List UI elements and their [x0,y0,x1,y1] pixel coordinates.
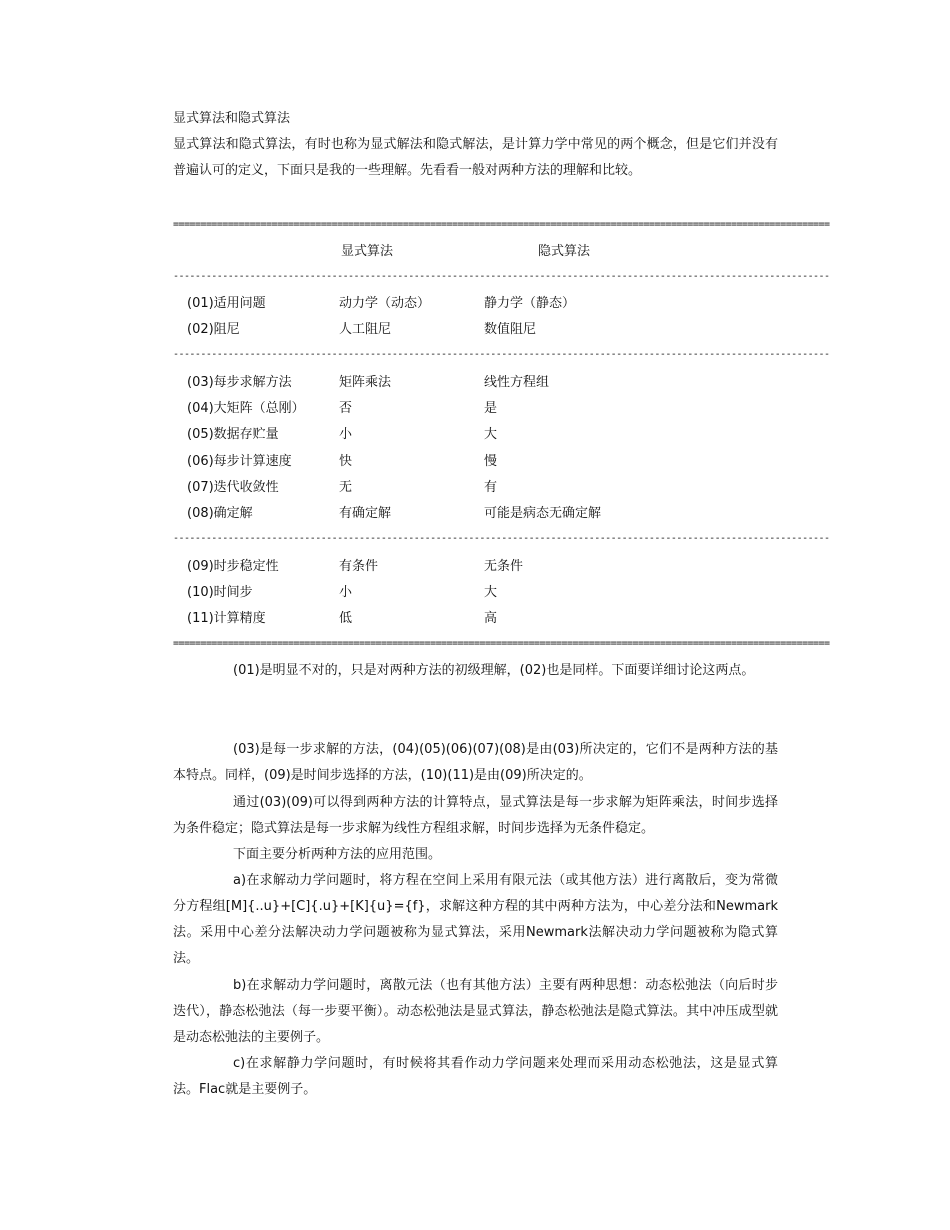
row-implicit: 慢 [484,454,498,469]
table-header-explicit: 显式算法 [341,244,394,259]
row-explicit: 有条件 [339,559,379,574]
table-rule-header: ------------------------------------------------------------------------------------------------------------------------ [173,271,830,282]
body-paragraph: (01)是明显不对的，只是对两种方法的初级理解，(02)也是同样。下面要详细讨论这两点。 [233,663,755,678]
row-explicit: 快 [339,454,353,469]
row-implicit: 静力学（静态） [484,296,576,311]
row-label: (05)数据存贮量 [187,427,279,442]
row-label: (01)适用问题 [187,296,266,311]
intro-paragraph: 显式算法和隐式算法，有时也称为显式解法和隐式解法，是计算力学中常见的两个概念，但是它们并没有普遍认可的定义，下面只是我的一些理解。先看看一般对两种方法的理解和比较。 [173,137,778,178]
body-paragraph: (03)是每一步求解的方法，(04)(05)(06)(07)(08)是由(03)所决定的，它们不是两种方法的基本特点。同样，(09)是时间步选择的方法，(10)(11)是由(09)所决定的。 [173,742,778,783]
row-implicit: 无条件 [484,559,524,574]
row-implicit: 是 [484,401,498,416]
row-label: (03)每步求解方法 [187,375,292,390]
table-rule-top: ======================================================================================================================== [173,219,830,230]
body-paragraph: a)在求解动力学问题时，将方程在空间上采用有限元法（或其他方法）进行离散后，变为常微分方程组[M]{..u}+[C]{.u}+[K]{u}={f}，求解这种方程的其中两种方法为，中心差分法和Newmark法。采用中心差分法解决动力学问题被称为显式算法，采用Newmark法解决动力学问题被称为隐式算法。 [173,873,778,966]
body-paragraph: c)在求解静力学问题时，有时候将其看作动力学问题来处理而采用动态松弛法，这是显式算法。Flac就是主要例子。 [173,1056,778,1097]
row-explicit: 低 [339,611,353,626]
row-explicit: 人工阻尼 [339,322,392,337]
row-implicit: 大 [484,427,498,442]
row-implicit: 线性方程组 [484,375,550,390]
row-label: (06)每步计算速度 [187,454,292,469]
row-label: (11)计算精度 [187,611,266,626]
body-paragraph: 通过(03)(09)可以得到两种方法的计算特点，显式算法是每一步求解为矩阵乘法，时间步选择为条件稳定；隐式算法是每一步求解为线性方程组求解，时间步选择为无条件稳定。 [173,795,778,836]
row-explicit: 小 [339,585,353,600]
row-implicit: 数值阻尼 [484,322,537,337]
row-label: (07)迭代收敛性 [187,480,279,495]
row-label: (04)大矩阵（总刚） [187,401,305,416]
table-header-implicit: 隐式算法 [538,244,591,259]
document-title: 显式算法和隐式算法 [173,111,291,126]
body-paragraph: b)在求解动力学问题时，离散元法（也有其他方法）主要有两种思想：动态松弛法（向后时步迭代），静态松弛法（每一步要平衡）。动态松弛法是显式算法，静态松弛法是隐式算法。其中冲压成型就是动态松弛法的主要例子。 [173,978,778,1045]
row-explicit: 有确定解 [339,506,392,521]
row-implicit: 可能是病态无确定解 [484,506,602,521]
table-rule-group-2: ------------------------------------------------------------------------------------------------------------------------ [173,533,830,544]
row-implicit: 高 [484,611,498,626]
row-label: (10)时间步 [187,585,253,600]
row-label: (02)阻尼 [187,322,240,337]
row-explicit: 动力学（动态） [339,296,431,311]
body-paragraph: 下面主要分析两种方法的应用范围。 [233,847,442,862]
row-implicit: 有 [484,480,498,495]
row-explicit: 矩阵乘法 [339,375,392,390]
row-explicit: 无 [339,480,353,495]
table-rule-bottom: ======================================================================================================================== [173,638,830,649]
table-rule-group-1: ------------------------------------------------------------------------------------------------------------------------ [173,349,830,360]
row-implicit: 大 [484,585,498,600]
row-label: (09)时步稳定性 [187,559,279,574]
row-explicit: 小 [339,427,353,442]
row-label: (08)确定解 [187,506,253,521]
row-explicit: 否 [339,401,353,416]
